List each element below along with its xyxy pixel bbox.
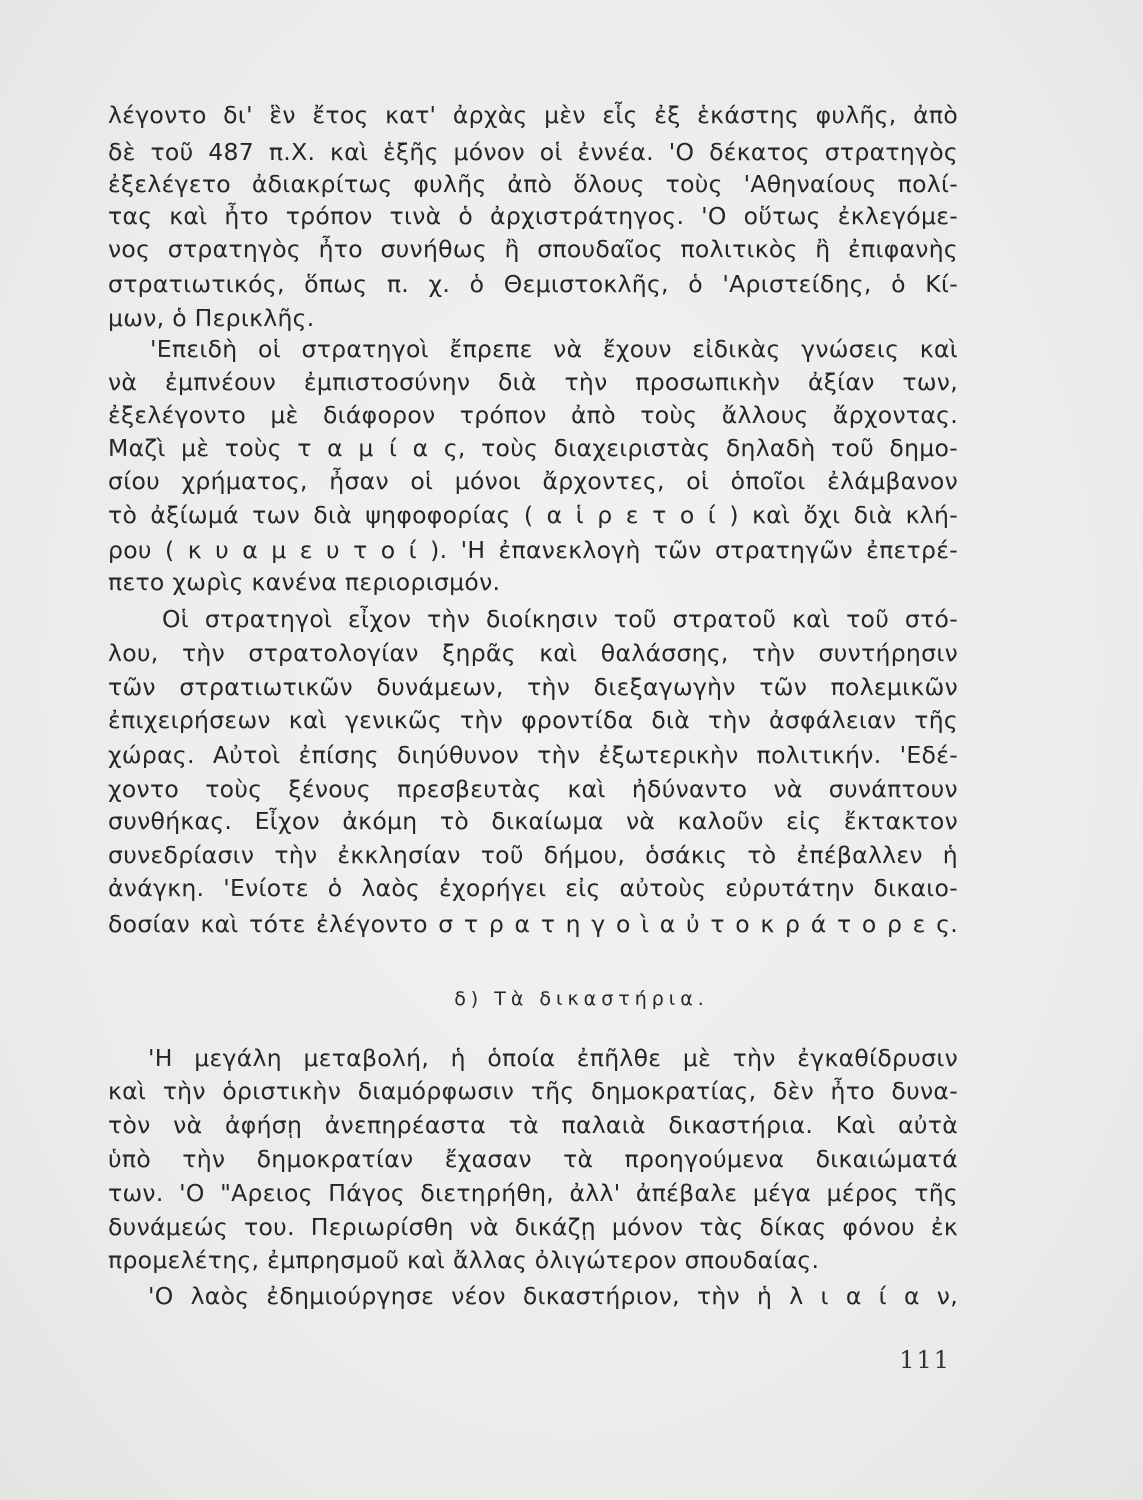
text-line: μων, ὁ Περικλῆς. bbox=[108, 304, 315, 332]
text-line: νὰ ἐμπνέουν ἐμπιστοσύνην διὰ τὴν προσωπικὴν ἀξίαν των, bbox=[108, 368, 958, 396]
paragraph-start-line: 'Επειδὴ οἱ στρατηγοὶ ἔπρεπε νὰ ἔχουν εἰδικὰς γνώσεις καὶ bbox=[150, 335, 958, 363]
text-line: σίου χρήματος, ἦσαν οἱ μόνοι ἄρχοντες, οἱ ὁποῖοι ἐλάμβανον bbox=[108, 467, 958, 495]
text-line: Μαζὶ μὲ τοὺς τ α μ ί α ς, τοὺς διαχειριστὰς δηλαδὴ τοῦ δημο- bbox=[108, 434, 958, 462]
text-line: ἀνάγκη. 'Ενίοτε ὁ λαὸς ἐχορήγει εἰς αὐτοὺς εὐρυτάτην δικαιο- bbox=[108, 874, 958, 902]
paragraph-start-line: 'Η μεγάλη μεταβολή, ἡ ὁποία ἐπῆλθε μὲ τὴν ἐγκαθίδρυσιν bbox=[148, 1044, 958, 1072]
text-line: τῶν στρατιωτικῶν δυνάμεων, τὴν διεξαγωγὴν τῶν πολεμικῶν bbox=[108, 673, 958, 701]
text-line: λέγοντο δι' ἓν ἔτος κατ' ἀρχὰς μὲν εἷς ἐξ ἑκάστης φυλῆς, ἀπὸ bbox=[108, 101, 958, 129]
text-line: των. 'Ο "Αρειος Πάγος διετηρήθη, ἀλλ' ἀπέβαλε μέγα μέρος τῆς bbox=[108, 1179, 958, 1207]
text-line: ὑπὸ τὴν δημοκρατίαν ἔχασαν τὰ προηγούμενα δικαιώματά bbox=[108, 1145, 958, 1173]
text-line: δοσίαν καὶ τότε ἐλέγοντο σ τ ρ α τ η γ ο ὶ α ὐ τ ο κ ρ ά τ ο ρ ε ς. bbox=[108, 910, 958, 938]
text-line: τὸ ἀξίωμά των διὰ ψηφοφορίας ( α ἱ ρ ε τ ο ί ) καὶ ὄχι διὰ κλή- bbox=[108, 501, 958, 529]
text-line: χώρας. Αὐτοὶ ἐπίσης διηύθυνον τὴν ἐξωτερικὴν πολιτικήν. 'Εδέ- bbox=[108, 741, 958, 769]
paragraph-start-line: 'Ο λαὸς ἐδημιούργησε νέον δικαστήριον, τὴν ἡ λ ι α ί α ν, bbox=[148, 1282, 958, 1310]
text-line: στρατιωτικός, ὅπως π. χ. ὁ Θεμιστοκλῆς, ὁ 'Αριστείδης, ὁ Κί- bbox=[108, 270, 958, 298]
section-heading: δ) Τὰ δικαστήρια. bbox=[454, 988, 709, 1010]
text-line: καὶ τὴν ὁριστικὴν διαμόρφωσιν τῆς δημοκρατίας, δὲν ἦτο δυνα- bbox=[108, 1077, 958, 1105]
text-line: συνθήκας. Εἶχον ἀκόμη τὸ δικαίωμα νὰ καλοῦν εἰς ἔκτακτον bbox=[108, 807, 958, 835]
text-line: δὲ τοῦ 487 π.Χ. καὶ ἑξῆς μόνον οἱ ἐννέα. 'Ο δέκατος στρατηγὸς bbox=[108, 138, 958, 166]
text-line: νος στρατηγὸς ἦτο συνήθως ἢ σπουδαῖος πολιτικὸς ἢ ἐπιφανὴς bbox=[108, 235, 958, 263]
text-line: δυνάμεώς του. Περιωρίσθη νὰ δικάζῃ μόνον τὰς δίκας φόνου ἐκ bbox=[108, 1213, 958, 1241]
text-line: χοντο τοὺς ξένους πρεσβευτὰς καὶ ἠδύναντο νὰ συνάπτουν bbox=[108, 775, 958, 803]
text-line: ἐξελέγετο ἀδιακρίτως φυλῆς ἀπὸ ὅλους τοὺς 'Αθηναίους πολί- bbox=[108, 170, 958, 198]
paragraph-start-line: Οἱ στρατηγοὶ εἶχον τὴν διοίκησιν τοῦ στρατοῦ καὶ τοῦ στό- bbox=[162, 605, 958, 633]
text-line: προμελέτης, ἐμπρησμοῦ καὶ ἄλλας ὀλιγώτερον σπουδαίας. bbox=[108, 1246, 820, 1274]
text-line: τὸν νὰ ἀφήσῃ ἀνεπηρέαστα τὰ παλαιὰ δικαστήρια. Καὶ αὐτὰ bbox=[108, 1111, 958, 1139]
text-line: ρου ( κ υ α μ ε υ τ ο ί ). 'Η ἐπανεκλογὴ τῶν στρατηγῶν ἐπετρέ- bbox=[108, 536, 958, 564]
text-line: πετο χωρὶς κανένα περιορισμόν. bbox=[108, 568, 501, 596]
text-line: τας καὶ ἦτο τρόπον τινὰ ὁ ἀρχιστράτηγος. 'Ο οὕτως ἐκλεγόμε- bbox=[108, 202, 958, 230]
text-line: συνεδρίασιν τὴν ἐκκλησίαν τοῦ δήμου, ὁσάκις τὸ ἐπέβαλλεν ἡ bbox=[108, 841, 958, 869]
text-line: ἐξελέγοντο μὲ διάφορον τρόπον ἀπὸ τοὺς ἄλλους ἄρχοντας. bbox=[108, 401, 958, 429]
text-line: λου, τὴν στρατολογίαν ξηρᾶς καὶ θαλάσσης, τὴν συντήρησιν bbox=[108, 639, 958, 667]
text-line: ἐπιχειρήσεων καὶ γενικῶς τὴν φροντίδα διὰ τὴν ἀσφάλειαν τῆς bbox=[108, 706, 958, 734]
page-number: 111 bbox=[899, 1346, 951, 1374]
